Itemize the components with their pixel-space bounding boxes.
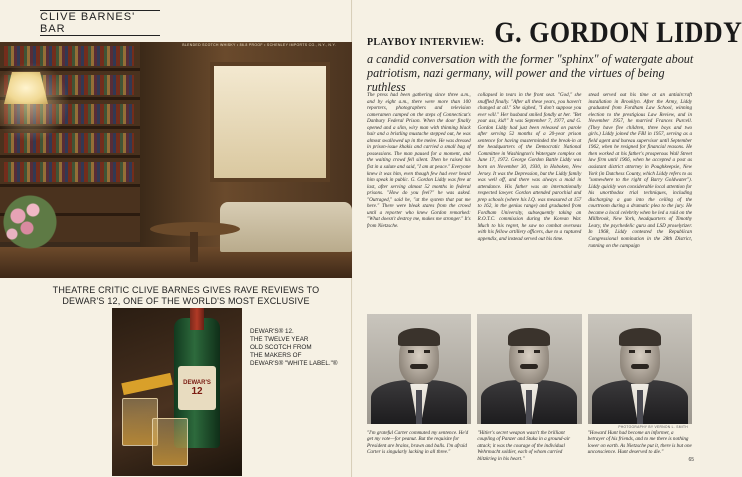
- portrait-photo: [367, 314, 471, 424]
- glass-icon: [152, 418, 188, 466]
- portrait-row: [367, 314, 692, 424]
- article-columns: [367, 92, 692, 310]
- bar-interior-photo: [0, 42, 352, 278]
- tie: [526, 390, 532, 424]
- ad-copy: [250, 328, 340, 368]
- eyes: [629, 350, 651, 353]
- ad-copy-line: THE MAKERS OF: [250, 352, 302, 359]
- bottle-label-brand: DEWAR'S: [183, 379, 211, 386]
- page-number: 65: [688, 457, 694, 463]
- bottle-label: [178, 366, 216, 410]
- mustache: [410, 364, 428, 369]
- ad-copy-line: DEWAR'S® "WHITE LABEL."®: [250, 360, 338, 367]
- sofa: [220, 202, 352, 252]
- hair: [619, 328, 661, 346]
- portrait-photo: [477, 314, 581, 424]
- ad-copy-line: THE TWELVE YEAR: [250, 336, 309, 343]
- book-row: [4, 162, 134, 182]
- bottle-label-number: 12: [191, 385, 203, 397]
- eyes: [408, 350, 430, 353]
- hair: [508, 328, 550, 346]
- ad-copy-line: DEWAR'S® 12.: [250, 328, 294, 335]
- column-title: CLIVE BARNES' BAR: [40, 10, 160, 36]
- ad-copy-line: OLD SCOTCH FROM: [250, 344, 312, 351]
- article-column: stead served out his time at an antiaircraft installation in Brooklyn. After the Army, Liddy graduated from Fordham Law School, winning election to the prestigious Law Review, and in November 1957, he married Frances Purcell. (They have five children, three boys and two girls.) Liddy joined the FBI in 1957, serving as a field agent and bureau supervisor until September 1962, when he resigned for financial reasons. He then worked at his father's prosperous Wall Street law firm until 1966, when he accepted a post as assistant district attorney in Poughkeepsie, New York (in Dutchess County, which Liddy refers to as "somewhere to the right of Barry Goldwater"). Liddy quickly won considerable local attention for his unorthodox trial techniques, including discharging a gun into the ceiling of the courtroom during a dramatic plea to the jury. He became a local celebrity when he led a raid on the Millbrook, New York, headquarters of Timothy Leary, the psychedelic guru and LSD proselytizer. In 1968, Liddy contested the Republican Congressional nomination in the 28th District, running on the campaign: [588, 92, 693, 249]
- article-column: The press had been gathering since three a.m., and by eight a.m., there were more than 100 reporters, photographers and television cameramen camped on the steps of Connecticut's Danbury Federal Prison. When the door finally opened and a slim, wiry man with thinning black hair and a bristling mustache stepped out, he was almost swallowed up in the melee. He was dressed in prison-issue khakis and carried a small bag of possessions. The man paused for a moment, and the waiting crowd fell silent. Then he raised his fist in a salute and said, "I am at peace." Everyone knew it was him, even though few had ever heard him speak in public. G. Gordon Liddy was free at last, after serving almost 52 months in federal prisons. "How do you feel?" he was asked. "Outraged," said he, "at the system that put me here." There were bleak stares from the crowd until a reporter who knew Gordon remarked: "What doesn't destroy me, makes me stronger." It's from Nietzsche.: [367, 92, 471, 229]
- right-page: [353, 0, 742, 477]
- bottle-cap: [190, 308, 204, 330]
- mustache: [520, 364, 538, 369]
- pull-quotes: [367, 430, 692, 462]
- pull-quote: "Howard Hunt had become an informer, a betrayer of his friends, and to me there is nothing lower on earth. As Nietzsche put it, there is but one unconscience. Hunt deserved to die.": [587, 430, 692, 456]
- interview-deck: a candid conversation with the former "sphinx" of watergate about patriotism, nazi germany, will power and the virtues of being ruthless: [367, 52, 694, 94]
- left-page: [0, 0, 352, 477]
- article-column: collapsed in tears in the front seat. "God," she snuffled finally. "After all these years, you haven't changed at all." She sighed, "I don't suppose you ever will." Her husband smiled fondly at her. "Bet your ass, kid!" It was September 7, 1977, and G. Gordon Liddy had just been released on parole after serving 52 months of a 20-year prison sentence for having masterminded the break-in at the headquarters of the Democratic National Committee in Washington's Watergate complex on June 17, 1972. George Gordon Battle Liddy was born on November 30, 1930, in Hoboken, New Jersey. It was the Depression, but the Liddy family was well off, and there was always a maid in attendance. His father was an internationally respected lawyer. Gordon attended parochial and prep schools (where his I.Q. was measured at 157 to 162, in the genius range) and graduated from Fordham University, subsequently taking an R.O.T.C. commission during the Korean War. Much to his regret, he saw no combat overseas with his fellow artillery officers, due to a ruptured appendix, and instead served out his time.: [477, 92, 582, 243]
- interviewee-name: G. GORDON LIDDY: [494, 15, 742, 50]
- flowers-icon: [0, 192, 60, 252]
- ad-headline: THEATRE CRITIC CLIVE BARNES GIVES RAVE REVIEWS TO DEWAR'S 12, ONE OF THE WORLD'S MOST EXCLUSIVE: [52, 285, 320, 306]
- interview-kicker: PLAYBOY INTERVIEW:: [367, 37, 485, 48]
- whisky-ad-photo: [112, 308, 242, 476]
- hair: [398, 328, 440, 346]
- photo-fine-print: BLENDED SCOTCH WHISKY • 86.8 PROOF • SCHENLEY IMPORTS CO., N.Y., N.Y.: [182, 43, 336, 47]
- book: [121, 373, 172, 395]
- pull-quote: "I'm grateful Carter commuted my sentence. He'd get my vote—for peanut. But the requisite for President are brains, brawn and balls. I'm afraid Carter is singularly lacking in all three.": [367, 430, 469, 456]
- eyes: [518, 350, 540, 353]
- portrait-photo: [588, 314, 692, 424]
- photo-credit: PHOTOGRAPHY BY VERNON L. SMITH: [618, 425, 688, 429]
- table-leg: [190, 232, 198, 262]
- tie: [416, 390, 422, 424]
- interview-heading: [367, 15, 742, 50]
- tie: [637, 390, 643, 424]
- mustache: [631, 364, 649, 369]
- window-frame: [210, 62, 330, 182]
- pull-quote: "Hitler's secret weapon wasn't the brilliant coupling of Panzer and Stuka in a ground-air attack; it was the courage of the individual Wehrmacht soldier, each of whom carried blitzkrieg in his heart.": [477, 430, 571, 462]
